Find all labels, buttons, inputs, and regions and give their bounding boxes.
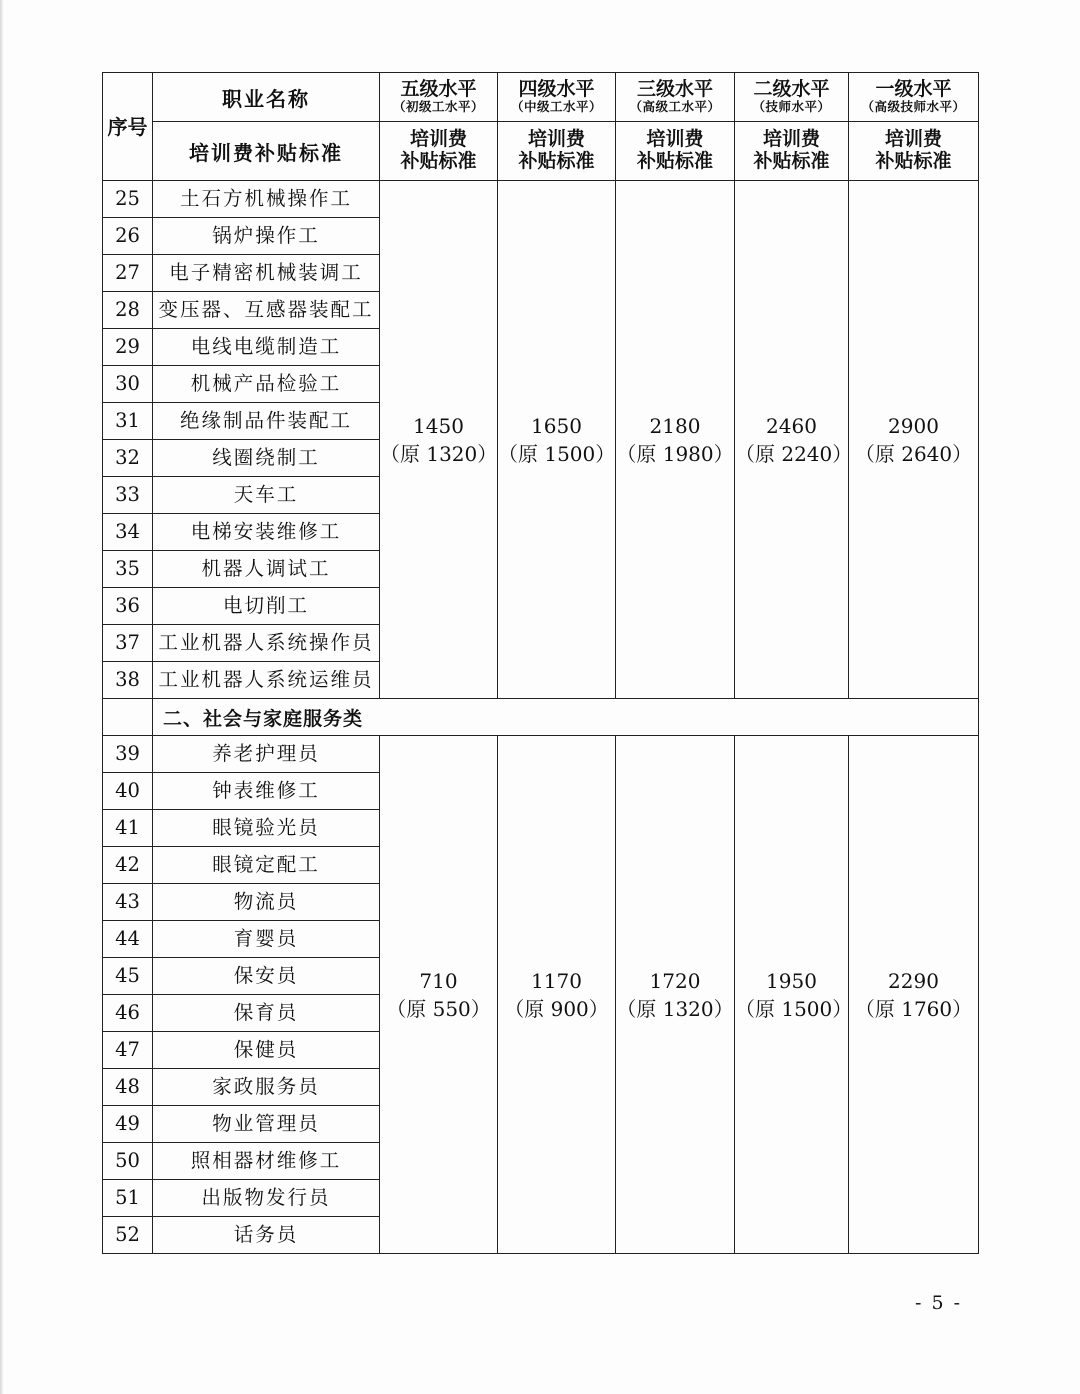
- row-occupation-name: 线圈绕制工: [153, 440, 380, 477]
- fee-label-line2: 补贴标准: [875, 150, 952, 172]
- level-name: 四级水平: [518, 78, 595, 101]
- header-row-levels: [103, 73, 979, 122]
- row-seq-number: 38: [103, 662, 153, 699]
- row-seq-number: 43: [103, 884, 153, 921]
- row-seq-number: 34: [103, 514, 153, 551]
- row-seq-number: 46: [103, 995, 153, 1032]
- fee-value: 1720: [649, 968, 701, 993]
- category-label: 二、社会与家庭服务类: [153, 699, 979, 736]
- level-name: 三级水平: [636, 78, 713, 101]
- header-fee-level-2: [735, 122, 849, 181]
- row-seq-number: 25: [103, 181, 153, 218]
- page-number: - 5 -: [915, 1292, 963, 1314]
- training-fee-table: [102, 72, 979, 1254]
- fee-value: 2900: [888, 413, 939, 438]
- fee-label-line1: 培训费: [762, 128, 820, 151]
- row-seq-number: 32: [103, 440, 153, 477]
- fee-label-line1: 培训费: [409, 128, 467, 151]
- row-occupation-name: 绝缘制品件装配工: [153, 403, 380, 440]
- row-occupation-name: 保育员: [153, 995, 380, 1032]
- level-name: 一级水平: [875, 78, 952, 101]
- fee-label-line2: 补贴标准: [400, 150, 477, 172]
- fee-cell-level-2: [735, 736, 853, 1254]
- fee-cell-level-4: [498, 736, 616, 1254]
- row-occupation-name: 电梯安装维修工: [153, 514, 380, 551]
- level-sub: （初级工水平）: [392, 99, 484, 115]
- row-occupation-name: 机器人调试工: [153, 551, 380, 588]
- fee-original-value: （原 2640）: [854, 441, 973, 466]
- level-sub: （高级技师水平）: [861, 99, 966, 115]
- fee-original-value: （原 1760）: [854, 996, 973, 1021]
- fee-value: 1950: [766, 968, 817, 993]
- header-fee-level-4: [498, 122, 616, 181]
- table-row: [103, 736, 979, 773]
- header-level-1: [849, 73, 979, 122]
- row-seq-number: 28: [103, 292, 153, 329]
- fee-value: 2460: [766, 413, 817, 438]
- row-seq-number: 42: [103, 847, 153, 884]
- fee-label-line1: 培训费: [884, 128, 942, 151]
- fee-cell-level-1: [849, 181, 979, 699]
- header-level-2: [735, 73, 849, 122]
- row-seq-number: 26: [103, 218, 153, 255]
- row-occupation-name: 土石方机械操作工: [153, 181, 380, 218]
- fee-value: 1170: [531, 968, 582, 993]
- row-occupation-name: 话务员: [153, 1217, 380, 1254]
- row-occupation-name: 育婴员: [153, 921, 380, 958]
- fee-original-value: （原 1500）: [498, 441, 616, 466]
- table-body: [103, 181, 979, 1254]
- row-occupation-name: 养老护理员: [153, 736, 380, 773]
- row-seq-number: 29: [103, 329, 153, 366]
- row-occupation-name: 电线电缆制造工: [153, 329, 380, 366]
- row-occupation-name: 电切削工: [153, 588, 380, 625]
- row-seq-number: 31: [103, 403, 153, 440]
- row-seq-number: 48: [103, 1069, 153, 1106]
- row-seq-number: 27: [103, 255, 153, 292]
- row-seq-number: 39: [103, 736, 153, 773]
- fee-cell-level-1: [849, 736, 979, 1254]
- row-seq-number: 35: [103, 551, 153, 588]
- header-fee-level-5: [380, 122, 498, 181]
- row-occupation-name: 眼镜验光员: [153, 810, 380, 847]
- row-seq-number: 40: [103, 773, 153, 810]
- row-seq-number: 36: [103, 588, 153, 625]
- fee-original-value: （原 1980）: [616, 441, 734, 466]
- fee-value: 2180: [649, 413, 701, 438]
- fee-original-value: （原 1500）: [735, 996, 853, 1021]
- category-row: [103, 699, 979, 736]
- fee-label-line2: 补贴标准: [518, 150, 595, 172]
- level-sub: （高级工水平）: [629, 99, 721, 115]
- fee-cell-level-5: [380, 736, 498, 1254]
- row-occupation-name: 工业机器人系统运维员: [153, 662, 380, 699]
- row-seq-number: 37: [103, 625, 153, 662]
- fee-original-value: （原 1320）: [380, 441, 498, 466]
- header-level-4: [498, 73, 616, 122]
- row-occupation-name: 保安员: [153, 958, 380, 995]
- fee-cell-level-3: [616, 181, 735, 699]
- row-occupation-name: 出版物发行员: [153, 1180, 380, 1217]
- fee-cell-level-3: [616, 736, 735, 1254]
- row-seq-number: 44: [103, 921, 153, 958]
- header-level-5: [380, 73, 498, 122]
- header-seq: 序号: [103, 73, 153, 181]
- level-name: 二级水平: [753, 78, 830, 101]
- fee-cell-level-5: [380, 181, 498, 699]
- fee-original-value: （原 2240）: [735, 441, 853, 466]
- row-occupation-name: 物流员: [153, 884, 380, 921]
- row-seq-number: 47: [103, 1032, 153, 1069]
- row-occupation-name: 天车工: [153, 477, 380, 514]
- row-occupation-name: 机械产品检验工: [153, 366, 380, 403]
- row-seq-number: 49: [103, 1106, 153, 1143]
- row-seq-number: 33: [103, 477, 153, 514]
- level-sub: （技师水平）: [752, 99, 831, 115]
- row-occupation-name: 眼镜定配工: [153, 847, 380, 884]
- fee-value: 2290: [888, 968, 939, 993]
- row-occupation-name: 照相器材维修工: [153, 1143, 380, 1180]
- row-seq-number: 30: [103, 366, 153, 403]
- fee-value: 1650: [531, 413, 582, 438]
- fee-label-line1: 培训费: [527, 128, 585, 151]
- row-occupation-name: 电子精密机械装调工: [153, 255, 380, 292]
- fee-original-value: （原 1320）: [616, 996, 734, 1021]
- row-seq-number: 41: [103, 810, 153, 847]
- header-fee-level-3: [616, 122, 735, 181]
- fee-label-line1: 培训费: [646, 128, 704, 151]
- row-occupation-name: 钟表维修工: [153, 773, 380, 810]
- row-seq-number: 51: [103, 1180, 153, 1217]
- row-occupation-name: 保健员: [153, 1032, 380, 1069]
- fee-value: 710: [419, 968, 458, 993]
- fee-label-line2: 补贴标准: [753, 150, 830, 172]
- row-occupation-name: 锅炉操作工: [153, 218, 380, 255]
- level-sub: （中级工水平）: [510, 99, 602, 115]
- table-row: [103, 181, 979, 218]
- page-edge-shadow: [0, 0, 3, 1394]
- header-fee-level-1: [849, 122, 979, 181]
- fee-original-value: （原 900）: [504, 996, 609, 1021]
- row-occupation-name: 变压器、互感器装配工: [153, 292, 380, 329]
- row-occupation-name: 物业管理员: [153, 1106, 380, 1143]
- header-fee-standard: 培训费补贴标准: [153, 122, 380, 181]
- level-name: 五级水平: [400, 78, 477, 101]
- row-occupation-name: 工业机器人系统操作员: [153, 625, 380, 662]
- header-row-fee: [103, 122, 979, 181]
- fee-cell-level-2: [735, 181, 853, 699]
- fee-original-value: （原 550）: [386, 996, 491, 1021]
- row-seq-number: 45: [103, 958, 153, 995]
- header-occupation-name: 职业名称: [153, 73, 380, 122]
- fee-value: 1450: [413, 413, 464, 438]
- header-level-3: [616, 73, 735, 122]
- row-seq-number: 50: [103, 1143, 153, 1180]
- row-occupation-name: 家政服务员: [153, 1069, 380, 1106]
- row-seq-number: 52: [103, 1217, 153, 1254]
- fee-cell-level-4: [498, 181, 616, 699]
- category-seq-empty: [103, 699, 153, 736]
- fee-label-line2: 补贴标准: [636, 150, 713, 172]
